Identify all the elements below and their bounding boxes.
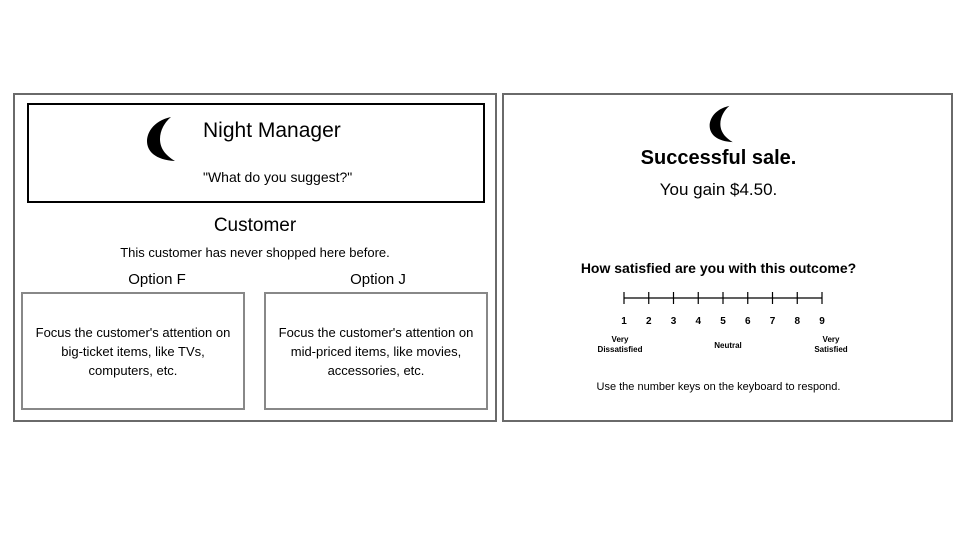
scale-number-2[interactable]: 2 <box>645 316 652 327</box>
option-f-text-line: Focus the customer's attention on <box>35 324 231 340</box>
scale-number-7[interactable]: 7 <box>769 316 776 327</box>
scale-number-6[interactable]: 6 <box>744 316 751 327</box>
manager-box <box>27 103 485 203</box>
scale-number-8[interactable]: 8 <box>794 316 801 327</box>
anchor-neutral: Neutral <box>714 341 742 350</box>
scale-number-3[interactable]: 3 <box>670 316 677 327</box>
option-f-box[interactable] <box>21 292 245 410</box>
option-f-text-line: computers, etc. <box>88 362 178 378</box>
decision-panel <box>13 93 497 422</box>
outcome-panel <box>502 93 953 422</box>
option-j-box[interactable] <box>264 292 488 410</box>
option-f-label: Option F <box>128 271 186 288</box>
customer-description: This customer has never shopped here before. <box>120 245 390 260</box>
satisfaction-scale <box>504 95 951 335</box>
option-f-text-line: big-ticket items, like TVs, <box>61 343 205 359</box>
anchor-very-satisfied <box>801 335 861 355</box>
manager-quote: "What do you suggest?" <box>203 169 353 185</box>
scale-number-4[interactable]: 4 <box>695 316 702 327</box>
scale-number-5[interactable]: 5 <box>720 316 726 327</box>
manager-title: Night Manager <box>203 119 341 142</box>
scale-number-9[interactable]: 9 <box>819 316 825 327</box>
anchor-line: Dissatisfied <box>597 345 643 354</box>
result-title: Successful sale. <box>640 147 797 169</box>
option-j-text-line: accessories, etc. <box>327 362 425 378</box>
result-gain: You gain $4.50. <box>659 180 778 199</box>
response-instructions: Use the number keys on the keyboard to respond. <box>596 381 841 393</box>
satisfaction-question: How satisfied are you with this outcome? <box>580 260 857 276</box>
customer-title: Customer <box>213 215 297 236</box>
anchor-line: Very <box>822 335 840 344</box>
option-j-text-line: mid-priced items, like movies, <box>290 343 462 359</box>
option-j-text-line: Focus the customer's attention on <box>278 324 474 340</box>
option-j-label: Option J <box>350 271 406 288</box>
anchor-line: Satisfied <box>814 345 848 354</box>
crescent-moon-icon <box>145 115 179 163</box>
scale-number-1[interactable]: 1 <box>621 316 627 327</box>
anchor-line: Very <box>611 335 629 344</box>
anchor-very-dissatisfied <box>590 335 650 355</box>
